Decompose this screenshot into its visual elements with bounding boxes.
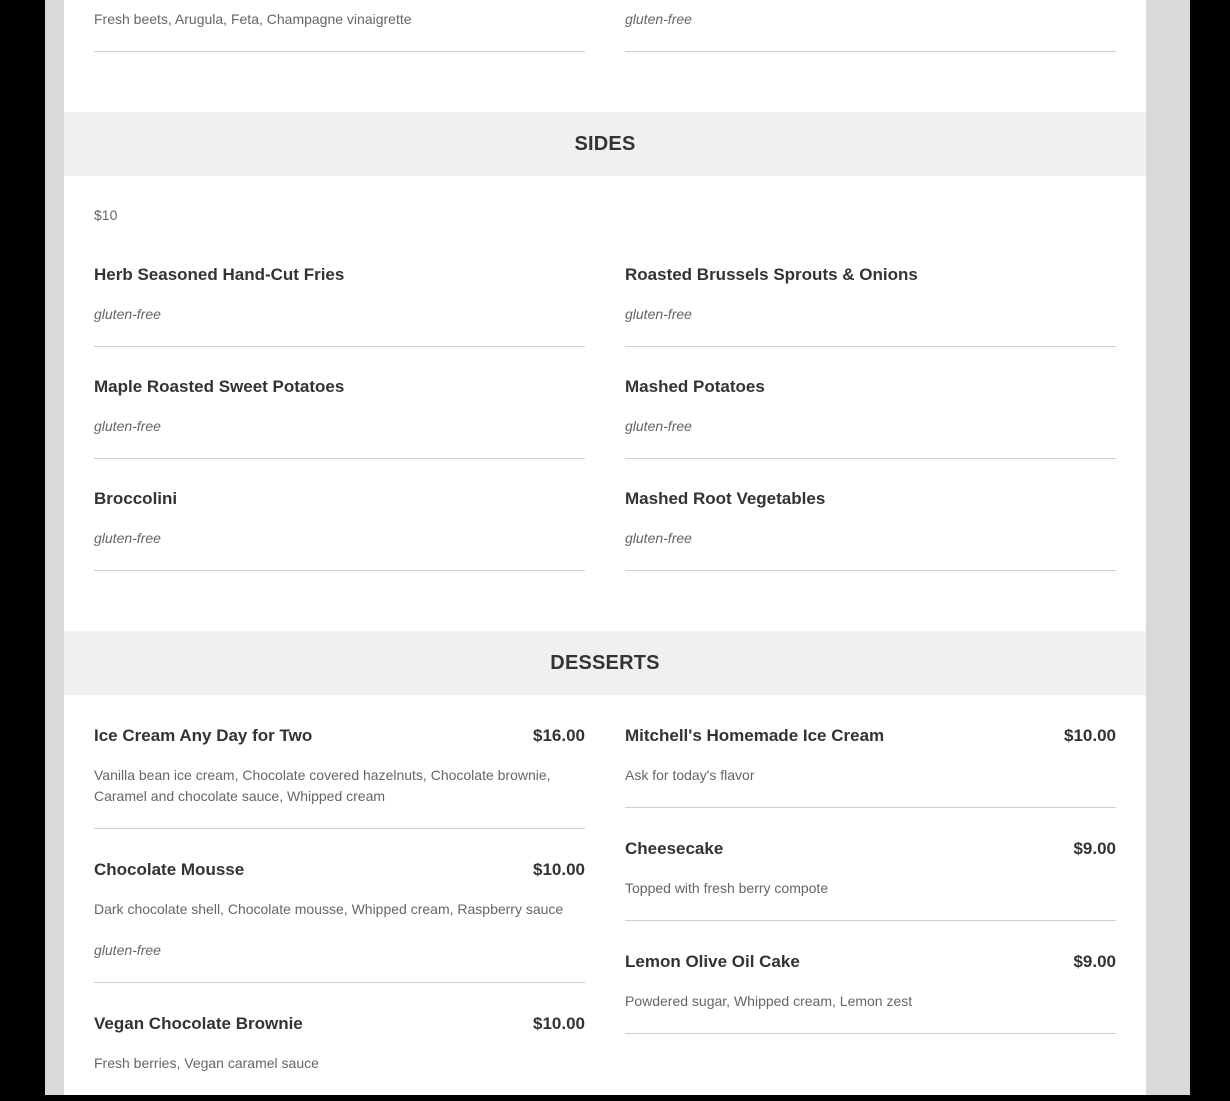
divider [625,1033,1116,1034]
gluten-free-tag: gluten-free [625,306,692,322]
section-header-sides: SIDES [64,112,1146,176]
gluten-free-tag: gluten-free [94,942,161,958]
menu-item-name: Mitchell's Homemade Ice Cream [625,726,885,745]
menu-item-name: Mashed Potatoes [625,377,765,396]
menu-item-price: $10.00 [1064,726,1116,745]
item-description: Topped with fresh berry compote [625,880,829,896]
gluten-free-tag: gluten-free [94,418,161,434]
item-description: Fresh berries, Vegan caramel sauce [94,1055,319,1071]
divider [94,458,585,459]
menu-item-name: Maple Roasted Sweet Potatoes [94,377,345,396]
menu-page [64,0,1146,1095]
divider [625,570,1116,571]
gluten-free-tag: gluten-free [94,306,161,322]
gluten-free-tag: gluten-free [625,418,692,434]
gluten-free-tag: gluten-free [625,11,692,27]
menu-item-name: Ice Cream Any Day for Two [94,726,313,745]
menu-item-price: $9.00 [1073,839,1116,858]
menu-item-name: Lemon Olive Oil Cake [625,952,800,971]
menu-item-name: Vegan Chocolate Brownie [94,1014,303,1033]
menu-item-name: Roasted Brussels Sprouts & Onions [625,265,918,284]
menu-item-name: Broccolini [94,489,178,508]
menu-item-price: $10.00 [533,860,585,879]
menu-item-name: Mashed Root Vegetables [625,489,826,508]
divider [94,51,585,52]
item-description: Fresh beets, Arugula, Feta, Champagne vinaigrette [94,11,412,27]
divider [625,458,1116,459]
gluten-free-tag: gluten-free [625,530,692,546]
divider [94,570,585,571]
section-price: $10 [94,207,118,223]
menu-item-name: Cheesecake [625,839,724,858]
menu-item-price: $16.00 [533,726,585,745]
section-header-desserts: DESSERTS [64,631,1146,695]
menu-item-price: $9.00 [1073,952,1116,971]
item-description: Powdered sugar, Whipped cream, Lemon zest [625,993,913,1009]
gluten-free-tag: gluten-free [94,530,161,546]
divider [94,346,585,347]
divider [94,828,585,829]
divider [94,982,585,983]
divider [625,346,1116,347]
item-description: Ask for today's flavor [625,767,755,783]
menu-item-name: Herb Seasoned Hand-Cut Fries [94,265,345,284]
item-description: Dark chocolate shell, Chocolate mousse, Whipped cream, Raspberry sauce [94,901,564,917]
item-description: Vanilla bean ice cream, Chocolate covered hazelnuts, Chocolate brownie, Caramel and chocolate sauce, Whipped cream [94,767,551,804]
divider [625,807,1116,808]
menu-item-name: Chocolate Mousse [94,860,245,879]
divider [625,920,1116,921]
menu-item-price: $10.00 [533,1014,585,1033]
divider [625,51,1116,52]
